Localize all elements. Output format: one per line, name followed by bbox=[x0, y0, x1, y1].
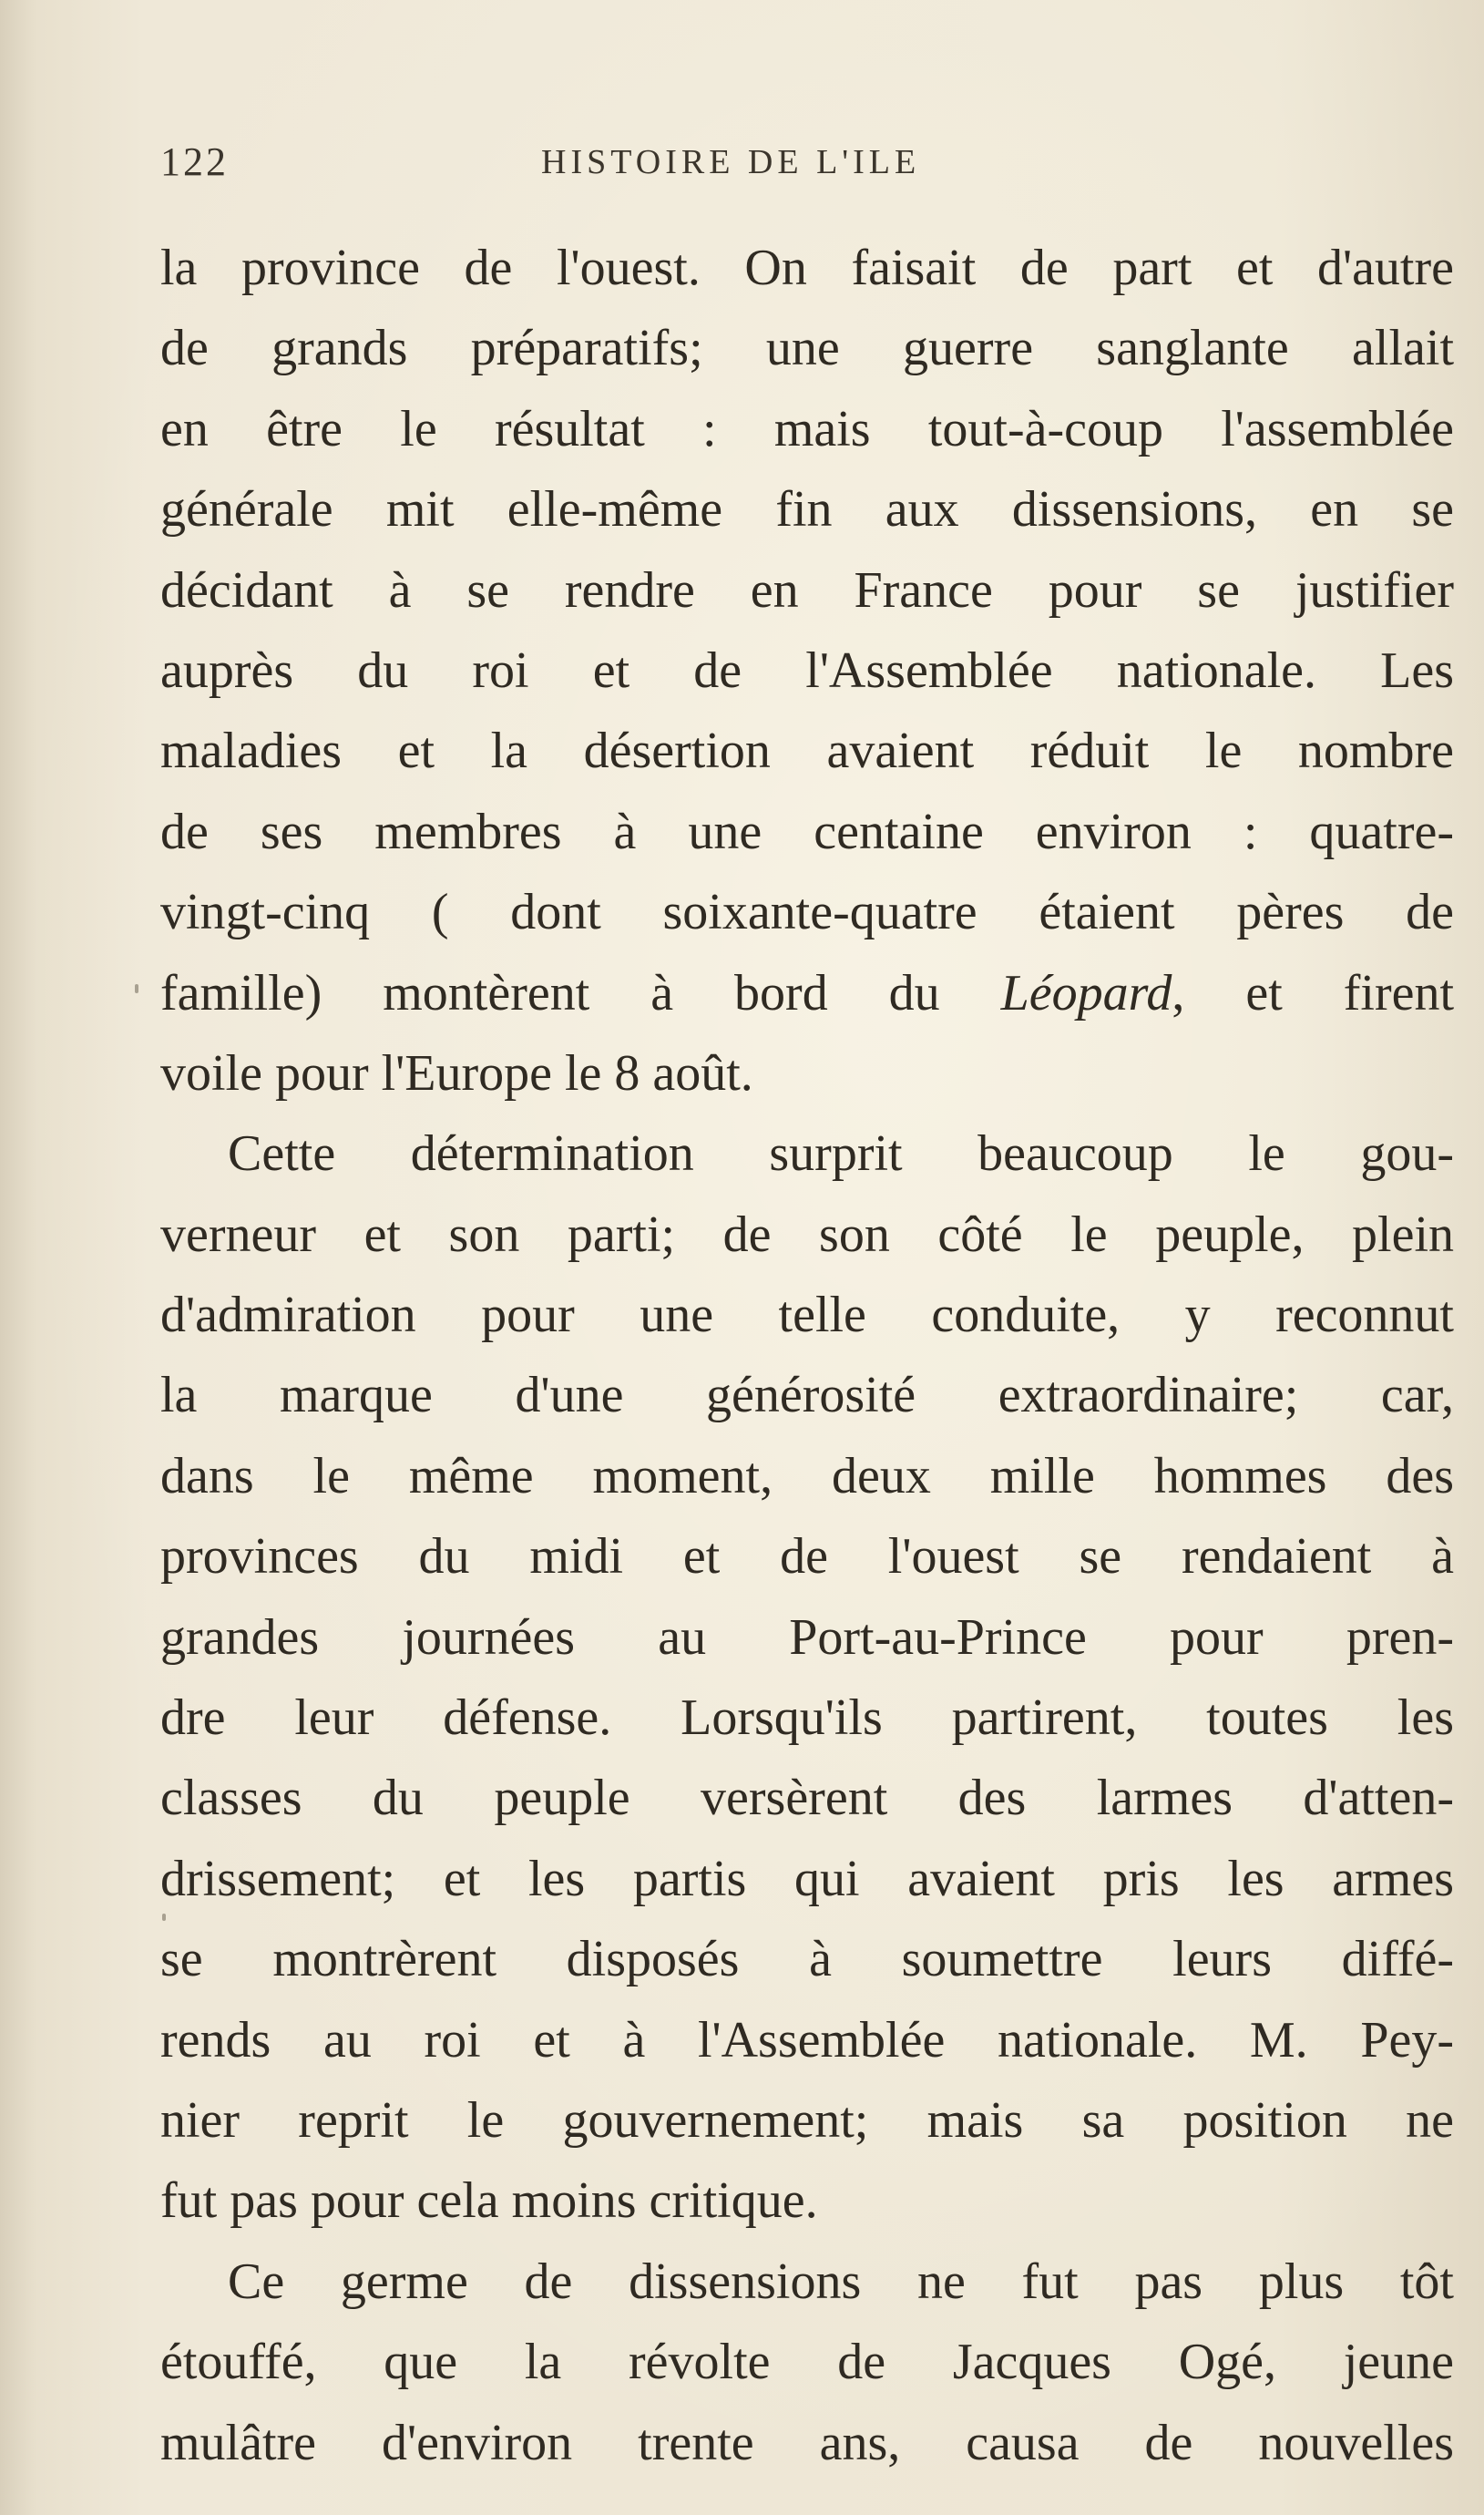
text-line: drissement; et les partis qui avaient pris les armes bbox=[160, 1850, 1454, 1907]
text-line bbox=[160, 953, 1454, 1033]
text-line: se montrèrent disposés à soumettre leurs diffé- bbox=[160, 1931, 1454, 1988]
text-line: de grands préparatifs; une guerre sanglante allait bbox=[160, 320, 1454, 377]
text-line: grandes journées au Port-au-Prince pour pren- bbox=[160, 1608, 1454, 1666]
body-text bbox=[160, 228, 1454, 2483]
running-head: HISTOIRE DE L'ILE bbox=[541, 143, 921, 181]
text-line: d'admiration pour une telle conduite, y reconnut bbox=[160, 1287, 1454, 1344]
text-line: voile pour l'Europe le 8 août. bbox=[160, 1044, 753, 1102]
page-number: 122 bbox=[160, 139, 229, 184]
text-line: Ce germe de dissensions ne fut pas plus tôt bbox=[228, 2253, 1454, 2310]
ship-name: Léopard bbox=[1000, 964, 1172, 1021]
text-line: décidant à se rendre en France pour se justifier bbox=[160, 561, 1454, 619]
text-line: de ses membres à une centaine environ : quatre- bbox=[160, 803, 1454, 860]
text-line: Cette détermination surprit beaucoup le gou- bbox=[228, 1125, 1454, 1183]
margin-mark bbox=[135, 984, 138, 993]
text-line: mulâtre d'environ trente ans, causa de nouvelles bbox=[160, 2414, 1454, 2471]
page-header bbox=[160, 139, 1454, 193]
text-line: dre leur défense. Lorsqu'ils partirent, toutes les bbox=[160, 1689, 1454, 1747]
text-line: vingt-cinq ( dont soixante-quatre étaient pères de bbox=[160, 884, 1454, 941]
text-line: la marque d'une générosité extraordinaire; car, bbox=[160, 1367, 1454, 1424]
text-line: rends au roi et à l'Assemblée nationale. M. Pey- bbox=[160, 2011, 1454, 2068]
text-line: nier reprit le gouvernement; mais sa position ne bbox=[160, 2091, 1454, 2149]
text-line: auprès du roi et de l'Assemblée nationale. Les bbox=[160, 642, 1454, 699]
text-line: classes du peuple versèrent des larmes d'atten- bbox=[160, 1770, 1454, 1827]
text-segment: , et firent bbox=[1172, 964, 1455, 1021]
text-line: générale mit elle-même fin aux dissensions, en se bbox=[160, 481, 1454, 539]
text-line: dans le même moment, deux mille hommes des bbox=[160, 1447, 1454, 1504]
text-line: en être le résultat : mais tout-à-coup l'assemblée bbox=[160, 400, 1454, 457]
text-line: la province de l'ouest. On faisait de part et d'autre bbox=[160, 240, 1454, 296]
text-line: verneur et son parti; de son côté le peuple, plein bbox=[160, 1206, 1454, 1263]
text-line: maladies et la désertion avaient réduit le nombre bbox=[160, 723, 1454, 780]
text-line: provinces du midi et de l'ouest se rendaient à bbox=[160, 1528, 1454, 1586]
text-line: fut pas pour cela moins critique. bbox=[160, 2172, 818, 2230]
text-segment: famille) montèrent à bord du bbox=[160, 964, 1001, 1021]
text-line: étouffé, que la révolte de Jacques Ogé, jeune bbox=[160, 2334, 1454, 2391]
